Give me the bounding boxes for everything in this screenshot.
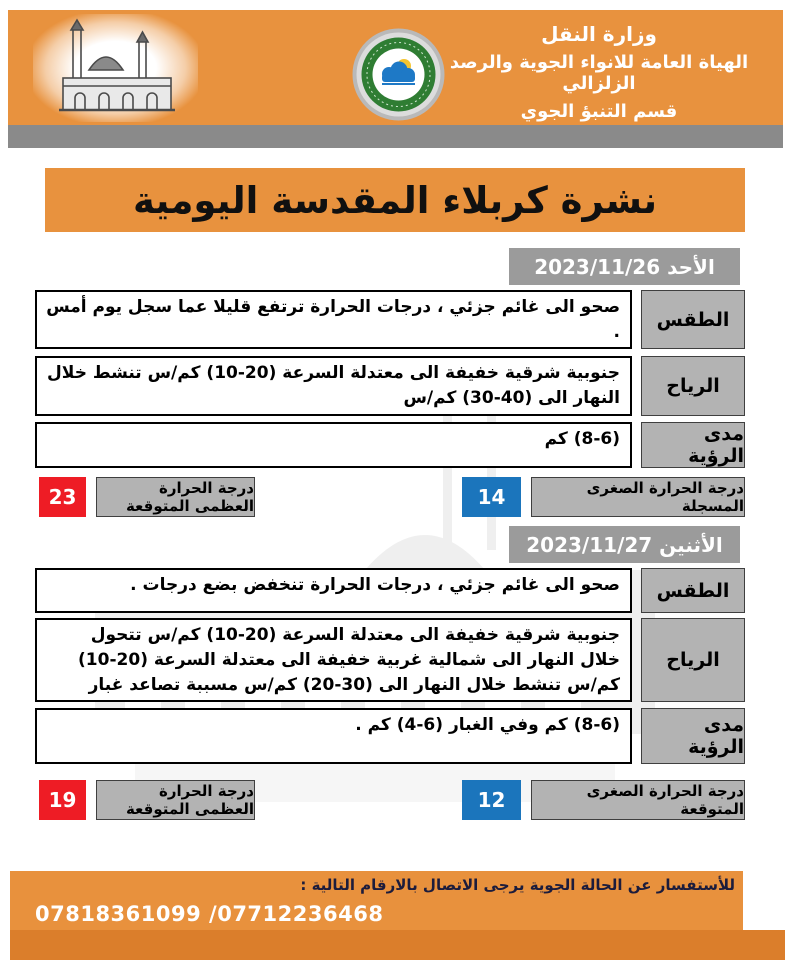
visibility-text-day1: (8-6) كم xyxy=(35,422,632,468)
min-temp-label-day2: درجة الحرارة الصغرى المتوقعة xyxy=(531,780,745,820)
visibility-label: مدى الرؤية xyxy=(641,422,745,468)
wind-label: الرياح xyxy=(641,618,745,702)
min-temp-value-day2: 12 xyxy=(462,780,521,820)
header-divider-bar xyxy=(8,125,783,148)
footer-bottom-strip xyxy=(10,930,785,960)
department-title: قسم التنبؤ الجوي xyxy=(520,101,678,122)
weather-label: الطقس xyxy=(641,290,745,349)
wind-row-day2 xyxy=(35,618,745,702)
max-temp-label-day1: درجة الحرارة العظمى المتوقعة xyxy=(96,477,255,517)
temperature-row-day2 xyxy=(35,779,745,821)
date-bar-day2: الأثنين 2023/11/27 xyxy=(509,526,740,563)
weather-text-day1: صحو الى غائم جزئي ، درجات الحرارة ترتفع قليلا عما سجل يوم أمس . xyxy=(35,290,632,349)
min-temp-label-day1: درجة الحرارة الصغرى المسجلة xyxy=(531,477,745,517)
bulletin-title: نشرة كربلاء المقدسة اليومية xyxy=(132,178,658,222)
visibility-text-day2: (8-6) كم وفي الغبار (6-4) كم . xyxy=(35,708,632,764)
weather-label: الطقس xyxy=(641,568,745,613)
footer-bar xyxy=(10,871,743,930)
wind-text-day2: جنوبية شرقية خفيفة الى معتدلة السرعة (20-10) كم/س تتحول خلال النهار الى شمالية غربية خفيفة الى معتدلة السرعة (20-10) كم/س تنشط خلال النهار الى (30-20) كم/س مسببة تصاعد غبار xyxy=(35,618,632,702)
min-temp-value-day1: 14 xyxy=(462,477,521,517)
authority-title: الهياة العامة للانواء الجوية والرصد الزلزالي xyxy=(449,52,749,94)
footer-inquiry-text: للأستفسار عن الحالة الجوية يرجى الاتصال بالارقام التالية : xyxy=(300,876,735,894)
max-temp-value-day1: 23 xyxy=(39,477,86,517)
footer-phone-numbers: 07818361099 /07712236468 xyxy=(35,902,384,926)
mosque-sketch-icon xyxy=(51,18,181,118)
wind-label: الرياح xyxy=(641,356,745,416)
weather-text-day2: صحو الى غائم جزئي ، درجات الحرارة تنخفض بضع درجات . xyxy=(35,568,632,613)
visibility-row-day2 xyxy=(35,708,745,764)
max-temp-label-day2: درجة الحرارة العظمى المتوقعة xyxy=(96,780,255,820)
ministry-title: وزارة النقل xyxy=(541,22,657,46)
max-temp-value-day2: 19 xyxy=(39,780,86,820)
wind-text-day1: جنوبية شرقية خفيفة الى معتدلة السرعة (20-10) كم/س تنشط خلال النهار الى (40-30) كم/س xyxy=(35,356,632,416)
visibility-row-day1 xyxy=(35,422,745,468)
wind-row-day1 xyxy=(35,356,745,416)
temperature-row-day1 xyxy=(35,476,745,518)
mosque-illustration xyxy=(33,14,198,122)
header-titles xyxy=(429,22,769,122)
weather-row-day1 xyxy=(35,290,745,349)
visibility-label: مدى الرؤية xyxy=(641,708,745,764)
weather-row-day2 xyxy=(35,568,745,613)
date-bar-day1: الأحد 2023/11/26 xyxy=(509,248,740,285)
header-band xyxy=(8,10,783,125)
forecast-content xyxy=(35,248,745,821)
bulletin-title-box xyxy=(45,168,745,232)
